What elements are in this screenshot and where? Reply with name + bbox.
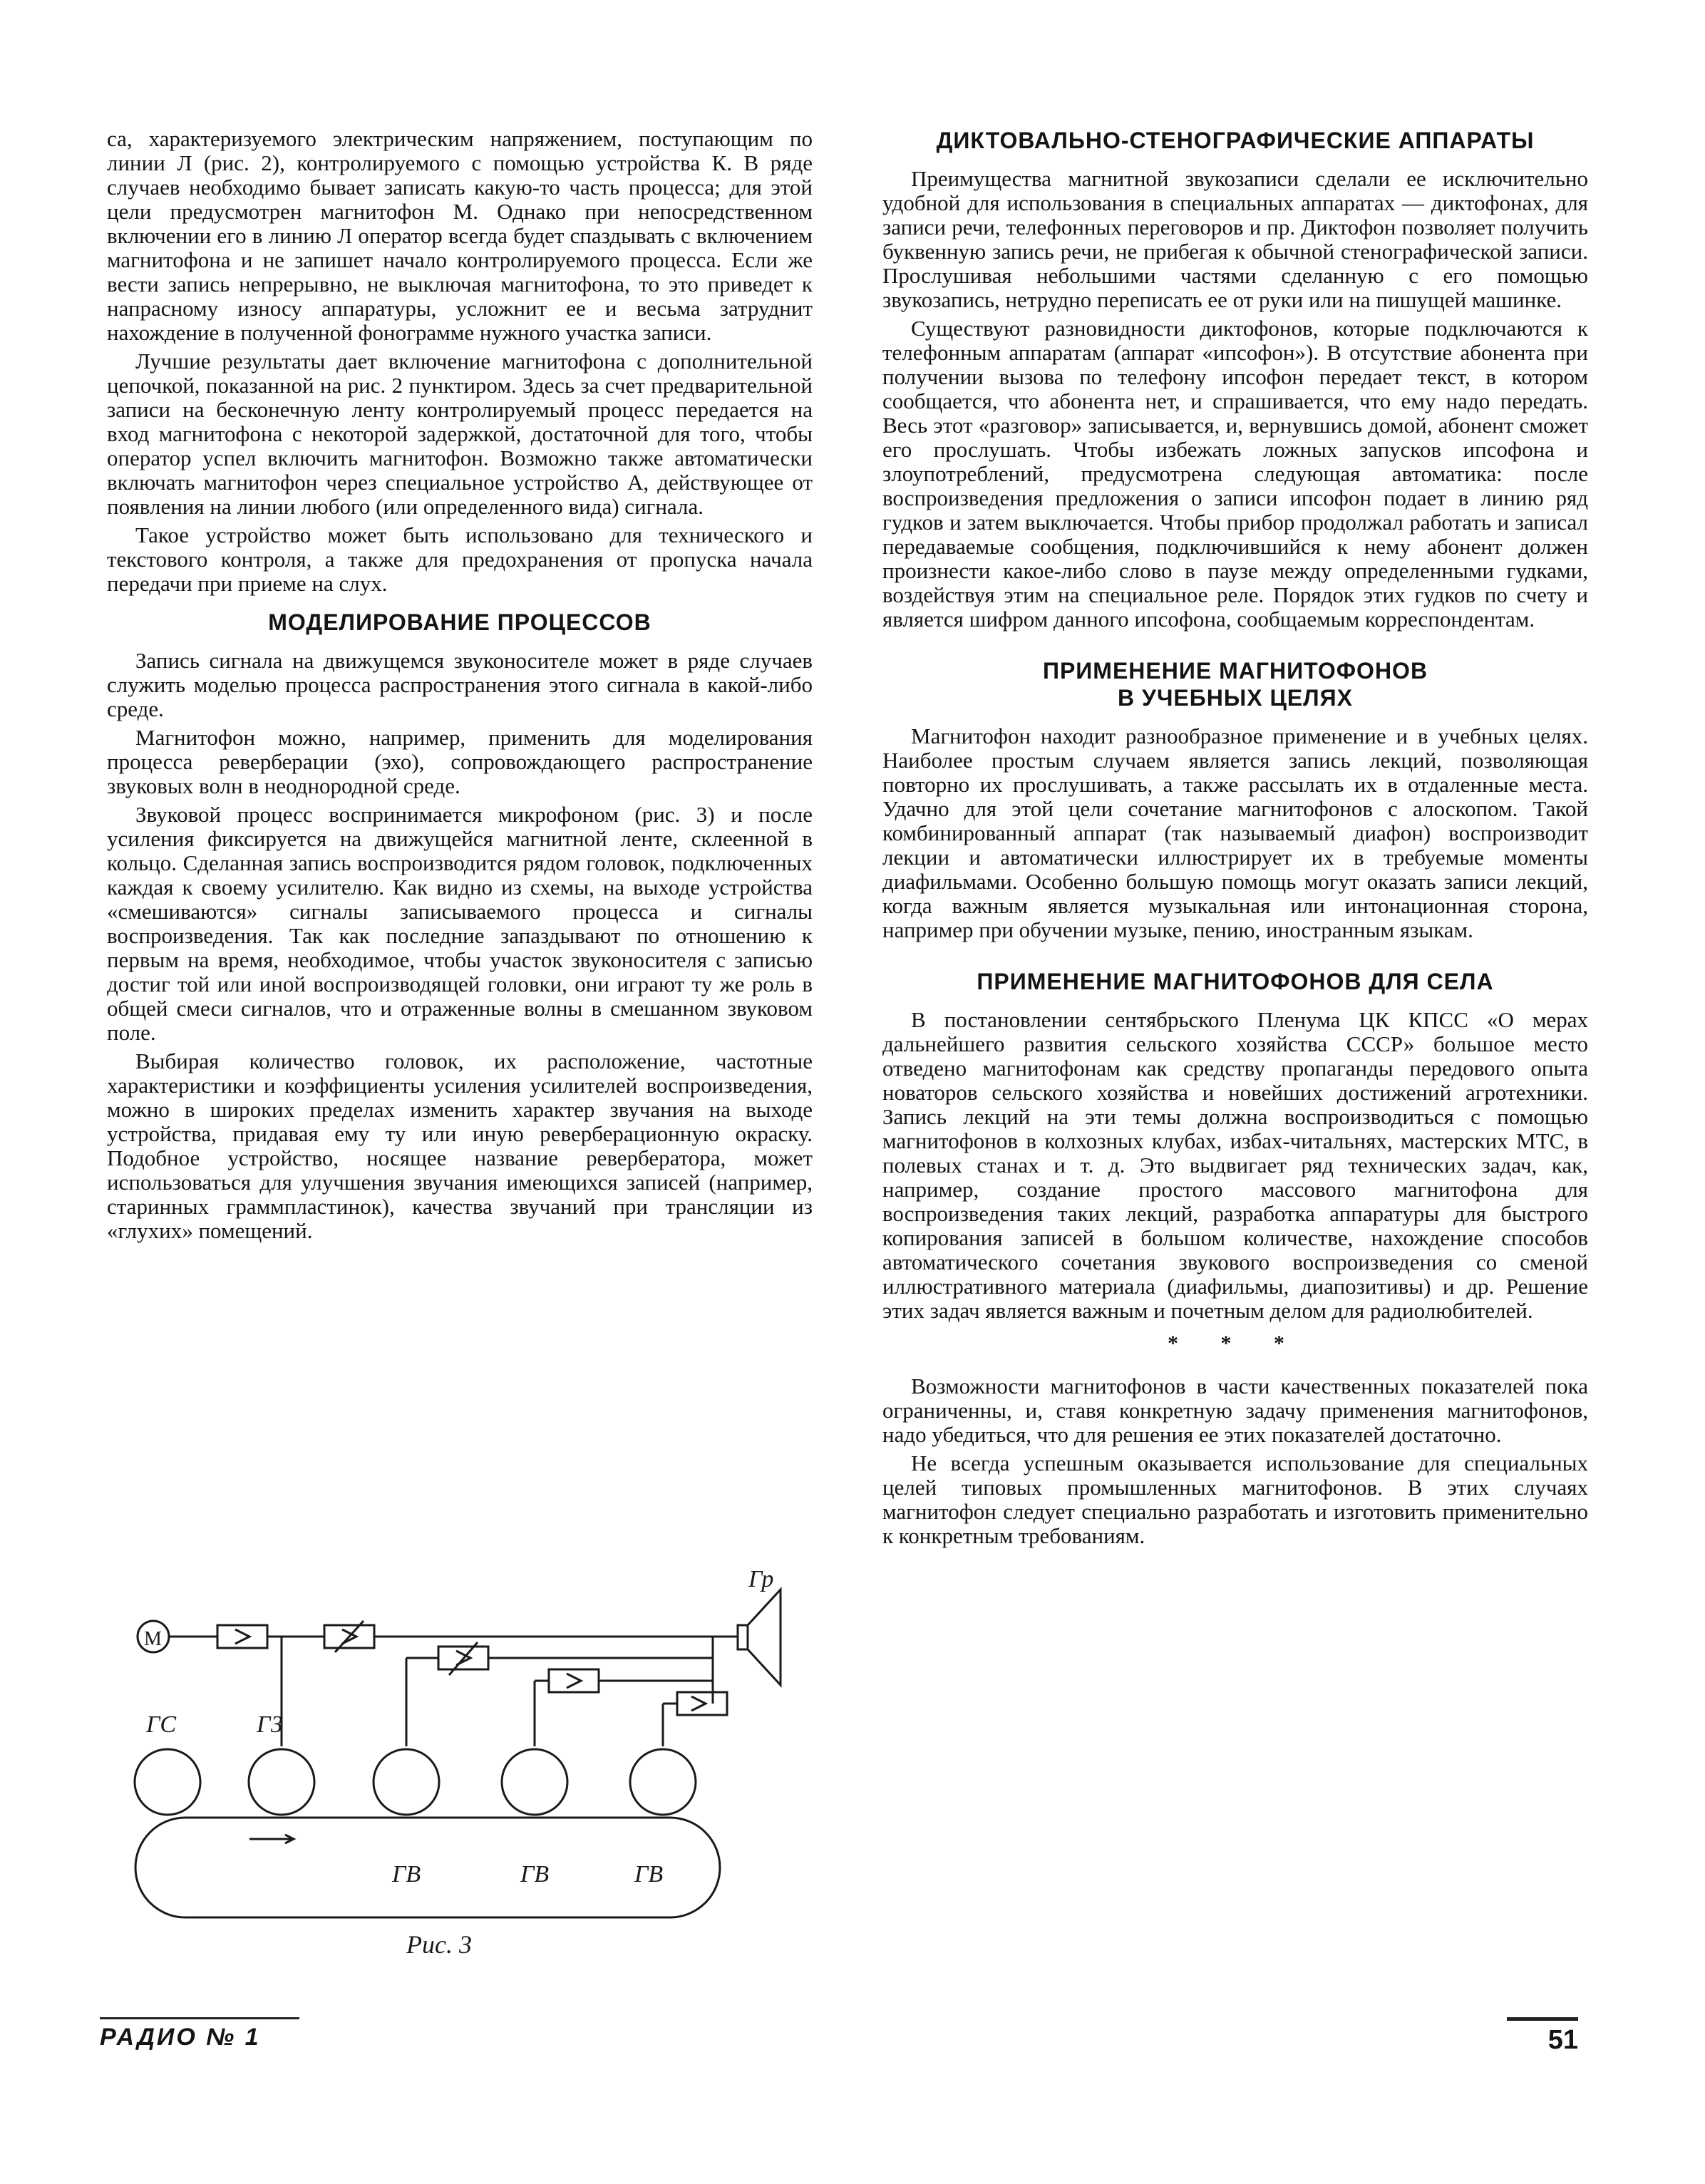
section-heading-dictation: ДИКТОВАЛЬНО-СТЕНОГРАФИЧЕСКИЕ АППАРАТЫ [936,128,1535,153]
figure-caption: Рис. 3 [406,1930,472,1959]
amplifier-1 [217,1625,267,1648]
erase-head [135,1749,200,1815]
paragraph: Звуковой процесс воспринимается микрофоном (рис. 3) и после усиления фиксируется на движущейся магнитной ленте, склеенной в кольцо. Сделанная запись воспроизводится рядом головок, подключенных каждая к своему усилителю. Как видно из схемы, на выходе устройства «смешиваются» сигналы записываемого процесса и сигналы воспроизведения. Так как последние запаздывают по отношению к первым на время, необходимое, чтобы участок звуконосителя с записью достиг той или иной воспроизводящей головки, они играют ту же роль в общей смеси сигналов, что и отраженные волны в смешанном звуковом поле. [107,802,813,1045]
label-speaker: Гр [748,1568,774,1592]
paragraph: Преимущества магнитной звукозаписи сделали ее исключительно удобной для использования в специальных аппаратах — диктофонах, для записи речи, телефонных переговоров и пр. Диктофон позволяет получить буквенную запись речи, не прибегая к обычной стенографической записи. Прослушивая небольшими частями сделанную с его помощью звукозапись, нетрудно переписать ее от руки или на пишущей машинке. [882,166,1588,312]
paragraph: Запись сигнала на движущемся звуконосителе может в ряде случаев служить моделью процесса распространения этого сигнала в какой-либо среде. [107,648,813,721]
label-playback-head-1: ГВ [392,1861,421,1887]
label-playback-head-2: ГВ [520,1861,550,1887]
paragraph: Лучшие результаты дает включение магнитофона с дополнительной цепочкой, показанной на рис. 2 пунктиром. Здесь за счет предварительной записи на бесконечную ленту контролируемый процесс передается на вход магнитофона с некоторой задержкой, достаточной для того, чтобы оператор успел включить магнитофон. Возможно также автоматически включать магнитофон через специальное устройство А, действующее от появления на линии любого (или определенного вида) сигнала. [107,349,813,519]
heading-line: ПРИМЕНЕНИЕ МАГНИТОФОНОВ [1042,658,1428,684]
amplifier-5 [677,1692,727,1715]
label-record-head: ГЗ [257,1711,283,1738]
paragraph: Магнитофон находит разнообразное применение и в учебных целях. Наиболее простым случаем является запись лекций, позволяющая повторно их прослушивать, а также рассылать их в отдаленные места. Удачно для этой цели сочетание магнитофонов с алоскопом. Такой комбинированный аппарат (так называемый диафон) воспроизводит лекции и автоматически иллюстрирует их в требуемые моменты диафильмами. Особенно большую помощь могут оказать записи лекций, когда важным является музыкальная или интонационная сторона, например при обучении музыке, пению, иностранным языкам. [882,723,1588,942]
amplifier-4 [549,1669,599,1692]
section-heading-village: ПРИМЕНЕНИЕ МАГНИТОФОНОВ ДЛЯ СЕЛА [977,969,1494,994]
record-head [249,1749,314,1815]
paragraph: Такое устройство может быть использовано для технического и текстового контроля, а также для предохранения от пропуска начала передачи при приеме на слух. [107,522,813,596]
heading-line: В УЧЕБНЫХ ЦЕЛЯХ [1118,685,1353,711]
playback-head-3 [630,1749,696,1815]
paragraph: Выбирая количество головок, их расположение, частотные характеристики и коэффициенты усиления усилителей воспроизведения, можно в широких пределах изменить характер звучания на выходе устройства, придавая ему ту или иную реверберационную окраску. Подобное устройство, носящее название ревербератора, может использоваться для улучшения звучания имеющихся записей (например, старинных граммпластинок), качества звучаний при трансляции из «глухих» помещений. [107,1049,813,1243]
label-playback-head-3: ГВ [634,1861,664,1887]
section-heading-education [882,657,1588,711]
playback-head-1 [374,1749,439,1815]
journal-title: РАДИО № 1 [100,2017,299,2051]
playback-head-2 [502,1749,567,1815]
label-microphone: М [144,1628,162,1650]
paragraph: Возможности магнитофонов в части качественных показателей пока ограниченны, и, ставя конкретную задачу применения магнитофонов, надо убедиться, что для решения ее этих показателей достаточно. [882,1374,1588,1447]
page-number: 51 [1507,2017,1578,2056]
paragraph: В постановлении сентябрьского Пленума ЦК КПСС «О мерах дальнейшего развития сельского хозяйства СССР» большое место отведено магнитофонам как средству пропаганды передового опыта новаторов сельского хозяйства и новейших достижений агротехники. Запись лекций на эти темы должна воспроизводиться с помощью магнитофонов в колхозных клубах, избах-читальнях, мастерских МТС, в полевых станах и т. д. Это выдвигает ряд технических задач, как, например, создание простого массового магнитофона для воспроизведения таких лекций, разработка аппаратуры для быстрого копирования записей в большом количестве, нахождение способов автоматического сочетания звукового воспроизведения со сменой иллюстративного материала (диафильмы, диапозитивы) и др. Решение этих задач является важным и почетным делом для радиолюбителей. [882,1007,1588,1323]
paragraph: са, характеризуемого электрическим напряжением, поступающим по линии Л (рис. 2), контролируемого с помощью устройства К. В ряде случаев необходимо бывает записать какую-то часть процесса; для этой цели предусмотрен магнитофон М. Однако при непосредственном включении его в линию Л оператор всегда будет спаздывать с включением магнитофона и не запишет начало контролируемого процесса. Если же вести запись непрерывно, не выключая магнитофона, то это приведет к напрасному износу аппаратуры, усложнит ее и весьма затруднит нахождение в полученной фонограмме нужного участка записи. [107,126,813,345]
figure-3-reverberator-diagram [107,1568,791,1967]
right-column [882,127,1588,1552]
section-heading-modeling: МОДЕЛИРОВАНИЕ ПРОЦЕССОВ [268,609,651,635]
label-erase-head: ГС [146,1711,177,1738]
loudspeaker-cone [748,1590,781,1685]
loudspeaker-body [738,1625,748,1649]
paragraph: Магнитофон можно, например, применить для моделирования процесса реверберации (эхо), сопровождающего распространение звуковых волн в неоднородной среде. [107,725,813,798]
section-separator: * * * [1168,1331,1303,1355]
tape-loop [135,1818,720,1917]
paragraph: Не всегда успешным оказывается использование для специальных целей типовых промышленных магнитофонов. В этих случаях магнитофон следует специально разработать и изготовить применительно к конкретным требованиям. [882,1451,1588,1548]
left-column [107,127,813,1247]
paragraph: Существуют разновидности диктофонов, которые подключаются к телефонным аппаратам (аппарат «ипсофон»). В отсутствие абонента при получении вызова по телефону ипсофон передает текст, в котором сообщается, что абонента нет, и спрашивается, что ему надо передать. Весь этот «разговор» записывается, и, вернувшись домой, абонент сможет его прослушать. Чтобы избежать ложных запусков ипсофона и злоупотреблений, предусмотрена следующая автоматика: после воспроизведения предложения о записи ипсофон подает в линию ряд гудков и затем выключается. Чтобы прибор продолжал работать и записал передаваемые сообщения, подключившийся к нему абонент должен произнести какое-либо слово в паузе между определенными гудками, воздействуя этим на специальное реле. Порядок этих гудков по счету и является шифром данного ипсофона, сообщаемым корреспондентам. [882,316,1588,632]
